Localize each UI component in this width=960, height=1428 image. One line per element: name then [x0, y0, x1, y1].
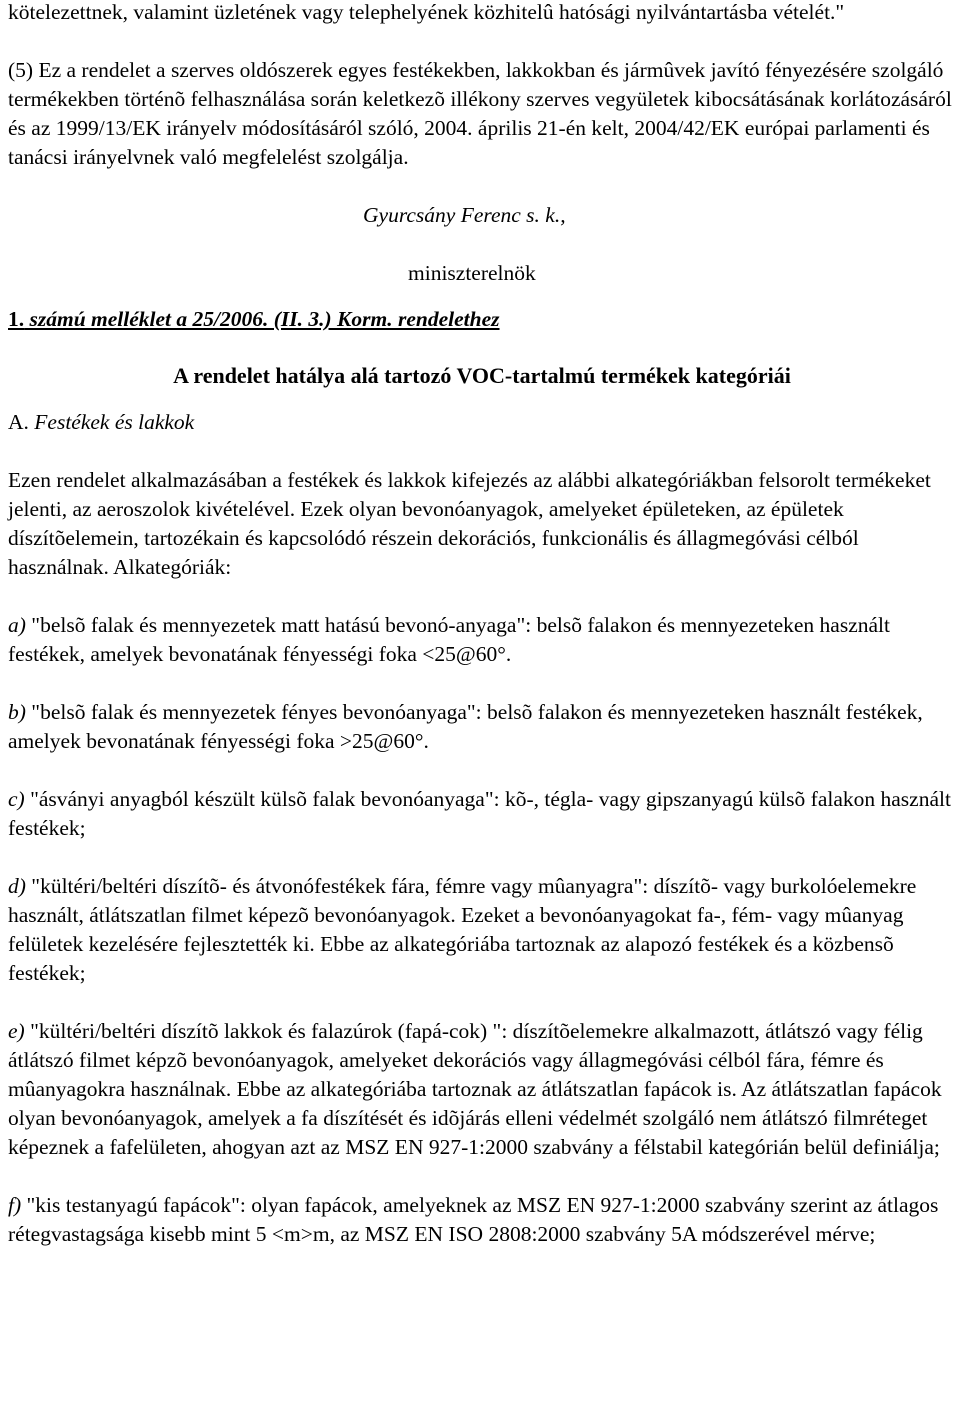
list-item-text: "belsõ falak és mennyezetek fényes bevonóanyaga": belsõ falakon és mennyezeteken használt festékek, amelyek bevonatának fényességi foka >25@60°.	[8, 700, 923, 753]
paragraph-5: (5) Ez a rendelet a szerves oldószerek egyes festékekben, lakkokban és jármûvek javító fényezésére szolgáló termékekben történõ felhasználása során keletkezõ illékony szerves vegyületek kibocsátásának korlátozásáról és az 1999/13/EK irányelv módosításáról szóló, 2004. április 21-én kelt, 2004/42/EK európai parlamenti és tanácsi irányelvnek való megfelelést szolgálja.	[8, 58, 952, 169]
section-a-title	[8, 408, 956, 437]
list-item-text: "kültéri/beltéri díszítõ lakkok és falazúrok (fapá-cok) ": díszítõelemekre alkalmazott, átlátszó vagy félig átlátszó filmet képzõ bevonóanyagok, amelyeket dekorációs vagy állagmegóvási célból fára, fémre és mûanyagokra használnak. Ebbe az alkategóriába tartoznak az átlátszatlan fapácok is. Az átlátszatlan fapácok olyan bevonóanyagok, amelyek a fa díszítését és idõjárás elleni védelmét szolgáló nem átlátszó filmréteget képeznek a fafelületen, ahogyan azt az MSZ EN 927-1:2000 szabvány a félstabil kategórián belül definiálja;	[8, 1019, 942, 1159]
list-item-text: "kültéri/beltéri díszítõ- és átvonófestékek fára, fémre vagy mûanyagra": díszítõ- vagy burkolóelemekre használt, átlátszatlan filmet képezõ bevonóanyagok. Ezeket a bevonóanyagokat fa-, fém- vagy mûanyag felületek kezelésére fejlesztették ki. Ebbe az alkategóriába tartoznak az alapozó festékek és a közbensõ festékek;	[8, 874, 917, 985]
list-item-text: "belsõ falak és mennyezetek matt hatású bevonó-anyaga": belsõ falakon és mennyezeteken használt festékek, amelyek bevonatának fényességi foka <25@60°.	[8, 613, 890, 666]
signature-title: miniszterelnök	[408, 261, 536, 285]
list-item-key: f)	[8, 1193, 22, 1217]
annex-title-text: számú melléklet a 25/2006. (II. 3.) Korm. rendelethez	[29, 307, 500, 331]
section-heading: A rendelet hatálya alá tartozó VOC-tartalmú termékek kategóriái	[173, 363, 791, 388]
list-item-key: c)	[8, 787, 25, 811]
list-item-text: "ásványi anyagból készült külsõ falak bevonóanyaga": kõ-, tégla- vagy gipszanyagú külsõ falakon használt festékek;	[8, 787, 951, 840]
annex-title	[8, 305, 956, 334]
intro-tail-paragraph: kötelezettnek, valamint üzletének vagy telephelyének közhitelû hatósági nyilvántartásba vételét."	[8, 0, 845, 24]
signature-name: Gyurcsány Ferenc s. k.,	[363, 203, 566, 227]
list-item-key: b)	[8, 700, 26, 724]
list-item-key: e)	[8, 1019, 25, 1043]
list-item-key: a)	[8, 613, 26, 637]
list-item-b	[8, 698, 956, 756]
section-a-intro: Ezen rendelet alkalmazásában a festékek és lakkok kifejezés az alábbi alkategóriákban felsorolt termékeket jelenti, az aeroszolok kivételével. Ezek olyan bevonóanyagok, amelyeket épületeken, az épületek díszítõelemein, tartozékain és kapcsolódó részein dekorációs, funkcionális és állagmegóvási célból használnak. Alkategóriák:	[8, 468, 931, 579]
section-a-title-text: Festékek és lakkok	[34, 410, 195, 434]
list-item-a	[8, 611, 956, 669]
annex-number: 1.	[8, 307, 25, 331]
section-a-letter: A.	[8, 410, 29, 434]
list-item-f	[8, 1191, 956, 1249]
list-item-c	[8, 785, 956, 843]
list-item-d	[8, 872, 956, 988]
document-page	[8, 0, 956, 1278]
list-item-e	[8, 1017, 956, 1162]
list-item-key: d)	[8, 874, 26, 898]
list-item-text: "kis testanyagú fapácok": olyan fapácok, amelyeknek az MSZ EN 927-1:2000 szabvány szerint az átlagos rétegvastagsága kisebb mint 5 <m>m, az MSZ EN ISO 2808:2000 szabvány 5A módszerével mérve;	[8, 1193, 939, 1246]
